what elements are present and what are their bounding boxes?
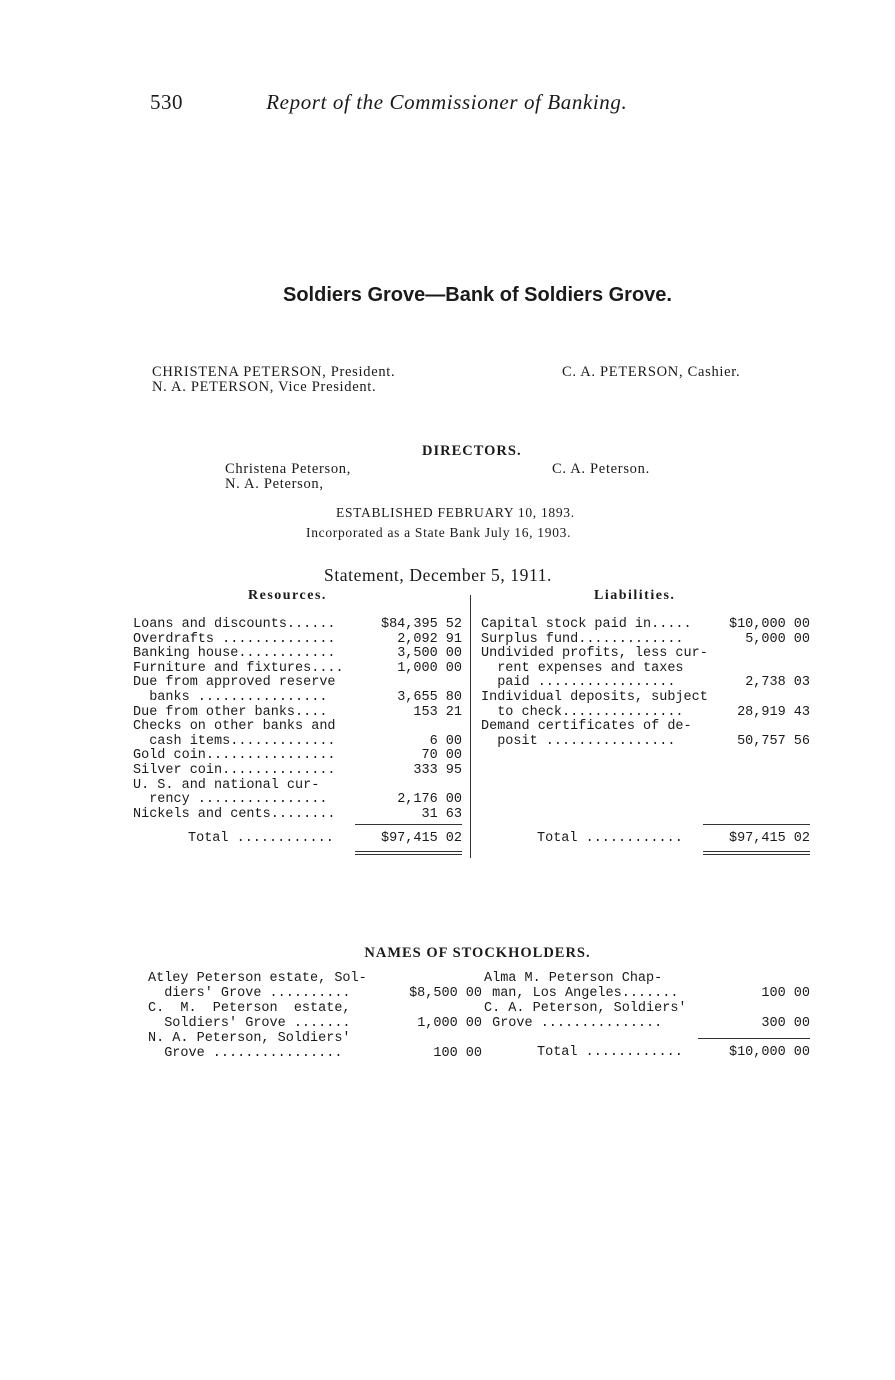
- resource-row-label: Furniture and fixtures....: [133, 660, 344, 676]
- stockholder-amount: $8,500 00: [409, 985, 482, 1001]
- resource-row-label: Gold coin................: [133, 748, 336, 764]
- stockholder-amount: 300 00: [761, 1015, 810, 1031]
- resource-row-amount: 1,000 00: [397, 660, 462, 676]
- resource-row-amount: 6 00: [429, 733, 462, 749]
- stockholder-name: diers' Grove ..........: [148, 985, 351, 1001]
- stockholder-name: Soldiers' Grove .......: [148, 1015, 351, 1031]
- liability-row-amount: 5,000 00: [745, 631, 810, 647]
- liabilities-total: $97,415 02: [728, 831, 810, 846]
- liability-row-label: paid .................: [481, 675, 676, 691]
- resource-row-amount: 2,176 00: [397, 792, 462, 808]
- liability-row-label: posit ................: [481, 733, 676, 749]
- liability-row-label: Capital stock paid in.....: [481, 617, 692, 632]
- stockholder-name: N. A. Peterson, Soldiers': [148, 1031, 351, 1046]
- officer-cashier: C. A. PETERSON, Cashier.: [562, 364, 741, 380]
- stockholder-name: C. A. Peterson, Soldiers': [484, 1001, 687, 1016]
- resource-row-label: rency ................: [133, 792, 328, 808]
- stockholder-amount: 1,000 00: [417, 1015, 482, 1031]
- stockholders-heading: NAMES OF STOCKHOLDERS.: [364, 945, 591, 961]
- established-line: ESTABLISHED FEBRUARY 10, 1893.: [336, 505, 575, 520]
- stockholders-total-label: Total ............: [537, 1045, 683, 1060]
- bank-title: Soldiers Grove—Bank of Soldiers Grove.: [282, 284, 672, 306]
- stockholder-name: C. M. Peterson estate,: [148, 1001, 351, 1016]
- director-name: Christena Peterson,: [225, 461, 352, 477]
- resource-row-label: banks ................: [133, 690, 328, 705]
- stockholder-name: man, Los Angeles.......: [484, 985, 679, 1001]
- resource-row-label: Overdrafts ..............: [133, 631, 336, 647]
- liability-row-amount: 2,738 03: [745, 675, 810, 691]
- statement-title: Statement, December 5, 1911.: [324, 565, 553, 585]
- stockholder-amount: 100 00: [761, 985, 810, 1001]
- resource-row-label: Silver coin..............: [133, 763, 336, 778]
- resource-row-label: U. S. and national cur-: [133, 777, 320, 793]
- resource-row-label: Checks on other banks and: [133, 719, 336, 735]
- stockholder-amount: 100 00: [433, 1045, 482, 1061]
- resource-row-amount: 31 63: [421, 806, 462, 822]
- resource-row-label: Due from approved reserve: [133, 675, 336, 691]
- stockholders-total-rule: [698, 1038, 810, 1039]
- resource-row-amount: 3,655 80: [397, 690, 462, 705]
- liability-row-amount: 50,757 56: [737, 733, 810, 749]
- resource-row-label: cash items.............: [133, 733, 336, 749]
- resource-row-amount: 153 21: [413, 704, 462, 720]
- directors-heading: DIRECTORS.: [422, 443, 522, 459]
- stockholders-total: $10,000 00: [728, 1045, 810, 1060]
- resource-row-label: Due from other banks....: [133, 704, 328, 720]
- resource-row-amount: $84,395 52: [380, 617, 462, 632]
- officer-vice-president: N. A. PETERSON, Vice President.: [152, 379, 377, 395]
- director-name: C. A. Peterson.: [552, 461, 650, 477]
- liability-row-label: to check...............: [481, 704, 684, 720]
- stockholder-name: Grove ................: [148, 1045, 343, 1061]
- running-title: Report of the Commissioner of Banking.: [266, 90, 628, 114]
- total-double-rule: [355, 854, 462, 855]
- liability-row-amount: 28,919 43: [737, 704, 810, 720]
- resource-row-label: Banking house............: [133, 646, 336, 662]
- resource-row-amount: 3,500 00: [397, 646, 462, 662]
- resources-total: $97,415 02: [380, 831, 462, 846]
- total-double-rule: [703, 851, 810, 852]
- incorporated-line: Incorporated as a State Bank July 16, 1903.: [306, 525, 572, 540]
- liability-row-label: rent expenses and taxes: [481, 660, 684, 676]
- liability-row-label: Individual deposits, subject: [481, 690, 708, 705]
- total-double-rule: [355, 851, 462, 852]
- running-head: [150, 90, 627, 115]
- resource-row-amount: 333 95: [413, 763, 462, 778]
- resources-heading: Resources.: [248, 588, 327, 603]
- stockholder-name: Grove ...............: [484, 1015, 663, 1031]
- liability-row-label: Undivided profits, less cur-: [481, 646, 708, 662]
- resources-total-label: Total ............: [188, 831, 334, 846]
- liability-row-label: Surplus fund.............: [481, 631, 684, 647]
- page-number: 530: [150, 90, 183, 114]
- liabilities-heading: Liabilities.: [594, 588, 676, 603]
- officer-president: CHRISTENA PETERSON, President.: [152, 364, 396, 380]
- total-rule: [355, 824, 462, 825]
- resource-row-amount: 70 00: [421, 748, 462, 764]
- stockholder-name: Atley Peterson estate, Sol-: [148, 971, 367, 986]
- total-rule: [703, 824, 810, 825]
- resource-row-label: Nickels and cents........: [133, 806, 336, 822]
- resource-row-amount: 2,092 91: [397, 631, 462, 647]
- director-name: N. A. Peterson,: [225, 476, 324, 492]
- stockholder-name: Alma M. Peterson Chap-: [484, 971, 663, 986]
- resource-row-label: Loans and discounts......: [133, 617, 336, 632]
- column-divider: [470, 595, 471, 858]
- liabilities-total-label: Total ............: [537, 831, 683, 846]
- liability-row-amount: $10,000 00: [728, 617, 810, 632]
- liability-row-label: Demand certificates of de-: [481, 719, 692, 735]
- total-double-rule: [703, 854, 810, 855]
